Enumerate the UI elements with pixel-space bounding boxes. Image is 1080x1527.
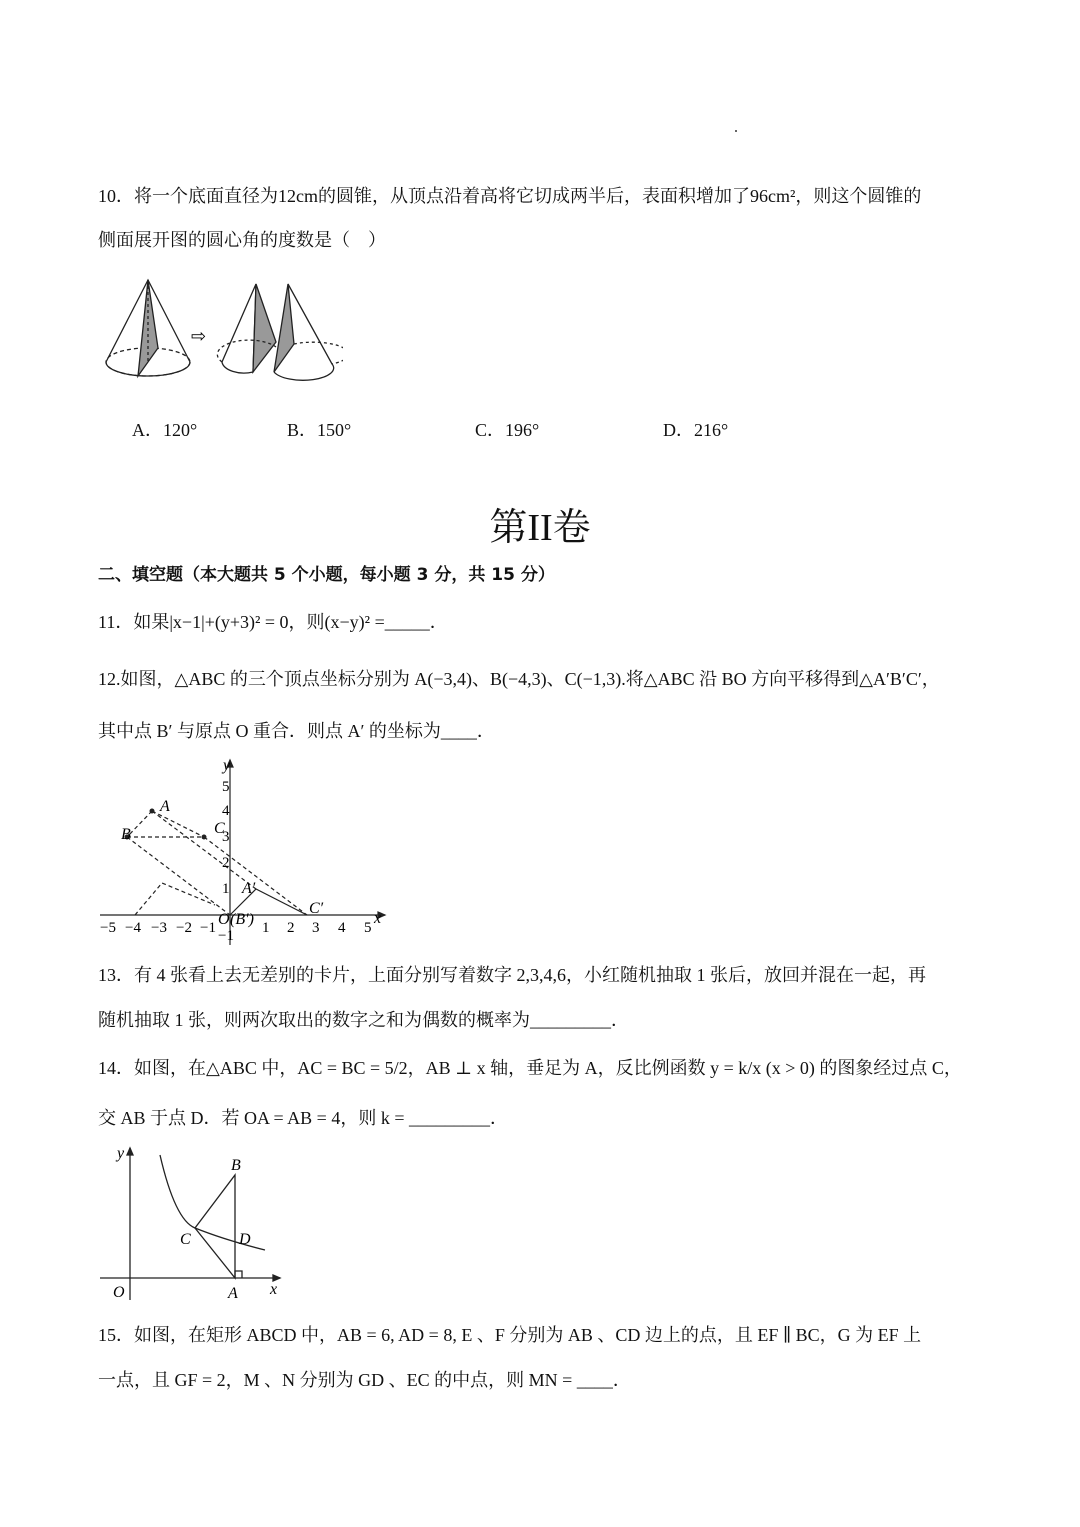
q15-line1: 15．如图，在矩形 ABCD 中，AB = 6, AD = 8, E 、F 分别为 AB 、CD 边上的点，且 EF ∥ BC，G 为 EF 上 bbox=[98, 1325, 922, 1345]
point-label: B bbox=[231, 1157, 241, 1174]
option-a: A．120° bbox=[132, 420, 198, 440]
speck bbox=[735, 130, 737, 132]
x-tick: 1 bbox=[262, 920, 270, 936]
point-label: D bbox=[239, 1231, 251, 1248]
origin-label: O bbox=[218, 911, 230, 928]
y-axis-label: y bbox=[223, 757, 231, 774]
section-header: 二、填空题（本大题共 5 个小题，每小题 3 分，共 15 分） bbox=[98, 565, 555, 585]
x-axis-label: x bbox=[374, 910, 382, 927]
q10-line1: 10．将一个底面直径为12cm的圆锥，从顶点沿着高将它切成两半后，表面积增加了96cm²，则这个圆锥的 bbox=[98, 186, 922, 206]
coordinate-figure-q14 bbox=[95, 1140, 295, 1305]
cone-figure bbox=[98, 272, 343, 387]
option-c: C．196° bbox=[475, 420, 540, 440]
x-axis-label: x bbox=[270, 1281, 278, 1298]
x-tick: 2 bbox=[287, 920, 295, 936]
point-label: (B′) bbox=[230, 911, 254, 928]
q11: 11．如果|x−1|+(y+3)² = 0，则(x−y)² =_____． bbox=[98, 612, 448, 632]
point-label: C′ bbox=[309, 900, 324, 917]
y-tick: 1 bbox=[222, 881, 230, 897]
q13-line2: 随机抽取 1 张，则两次取出的数字之和为偶数的概率为_________． bbox=[98, 1010, 629, 1030]
x-tick: −2 bbox=[176, 920, 192, 936]
coordinate-figure-q12 bbox=[90, 755, 400, 950]
q12-line1: 12.如图，△ABC 的三个顶点坐标分别为 A(−3,4)、B(−4,3)、C(−1,3).将△ABC 沿 BO 方向平移得到△A′B′C′， bbox=[98, 669, 940, 689]
q14-line1: 14．如图，在△ABC 中，AC = BC = 5/2，AB ⊥ x 轴，垂足为 A，反比例函数 y = k/x (x > 0) 的图象经过点 C， bbox=[98, 1058, 962, 1078]
point-label: C bbox=[214, 820, 225, 837]
y-tick: 3 bbox=[222, 829, 230, 845]
point-label: B bbox=[121, 826, 131, 843]
point-label: A′ bbox=[242, 880, 256, 897]
y-axis-label: y bbox=[117, 1145, 125, 1162]
point-label: C bbox=[180, 1231, 191, 1248]
x-tick: −5 bbox=[100, 920, 116, 936]
point-label: A bbox=[228, 1285, 238, 1302]
origin-label: O bbox=[113, 1284, 125, 1301]
x-tick: −4 bbox=[125, 920, 141, 936]
q10-line2: 侧面展开图的圆心角的度数是（ ） bbox=[98, 230, 386, 250]
y-tick: 2 bbox=[222, 855, 230, 871]
part-title: 第II卷 bbox=[489, 507, 591, 549]
x-tick: 3 bbox=[312, 920, 320, 936]
y-tick: 4 bbox=[222, 803, 230, 819]
option-b: B．150° bbox=[287, 420, 352, 440]
x-tick: 5 bbox=[364, 920, 372, 936]
x-tick: −1 bbox=[200, 920, 216, 936]
q13-line1: 13．有 4 张看上去无差别的卡片，上面分别写着数字 2,3,4,6，小红随机抽取 1 张后，放回并混在一起，再 bbox=[98, 965, 926, 985]
q12-line2: 其中点 B′ 与原点 O 重合．则点 A′ 的坐标为____． bbox=[98, 721, 495, 741]
option-d: D．216° bbox=[663, 420, 729, 440]
point-label: A bbox=[160, 798, 170, 815]
q15-line2: 一点，且 GF = 2，M 、N 分别为 GD 、EC 的中点，则 MN = ____． bbox=[98, 1370, 631, 1390]
x-tick: −3 bbox=[151, 920, 167, 936]
y-tick: 5 bbox=[222, 779, 230, 795]
arrow-icon: ⇨ bbox=[191, 326, 207, 346]
x-tick: 4 bbox=[338, 920, 346, 936]
y-tick: −1 bbox=[218, 928, 234, 944]
q14-line2: 交 AB 于点 D．若 OA = AB = 4，则 k = _________． bbox=[98, 1108, 508, 1128]
